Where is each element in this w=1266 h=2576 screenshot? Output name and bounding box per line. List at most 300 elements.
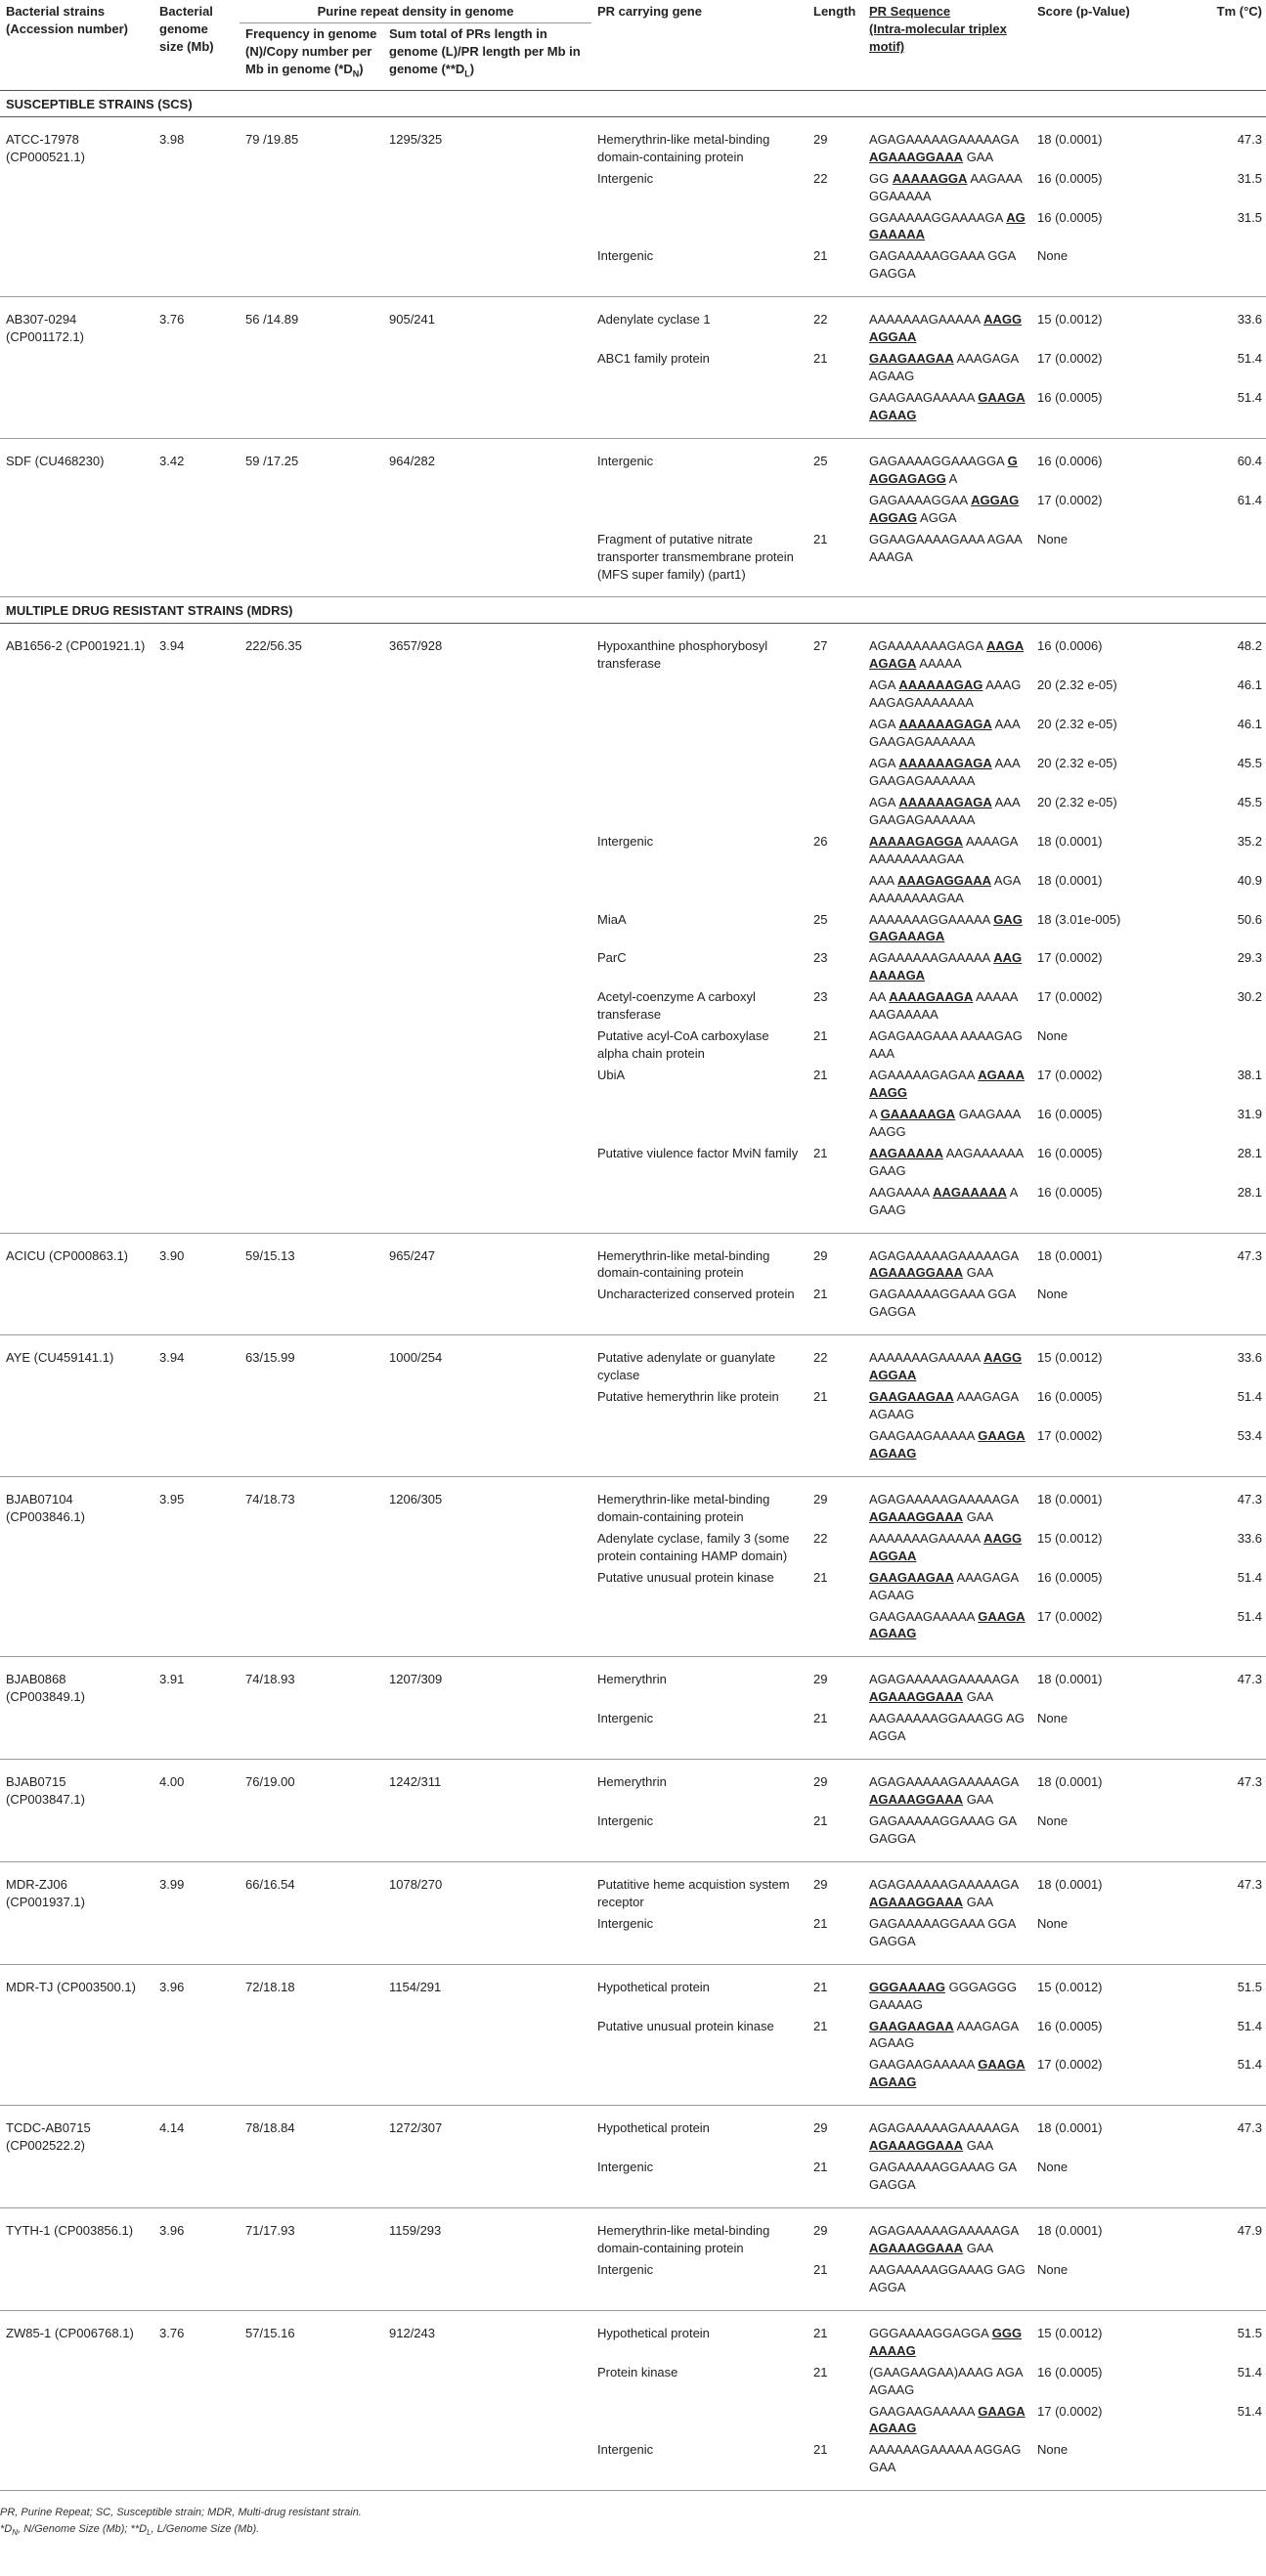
sequence-segment: GAGAAAAAGGAAAG GAGAGGA (869, 2160, 1018, 2193)
sequence-segment: GGAAAAAGGAAAAGA (869, 209, 1007, 225)
sequence-segment: GAAGAAAAAGG (869, 1106, 1022, 1139)
pr-length: 29 (813, 1876, 828, 1892)
pr-sequence (863, 1067, 1031, 1106)
pr-length (808, 794, 863, 833)
pr-sequence (863, 624, 1031, 677)
strain-name: AB307-0294 (CP001172.1) (0, 297, 153, 439)
score-pvalue: 17 (0.0002) (1031, 1427, 1158, 1476)
melting-temp: 50.6 (1237, 911, 1263, 927)
header-tm: Tm (°C) (1158, 0, 1266, 90)
gene-name: UbiA (597, 1068, 626, 1082)
sequence-segment: AAAAAAGAAAAA AGGAGGAA (869, 2442, 1022, 2475)
score-pvalue: 17 (0.0002) (1037, 1068, 1103, 1082)
sequence-segment: GAGAAAAGGAA (869, 492, 972, 507)
pr-length (808, 2403, 863, 2442)
sequence-segment: AGA (869, 717, 899, 732)
sequence-segment: AAAAAAAGAAAAA (869, 312, 984, 327)
pr-length: 29 (813, 2120, 828, 2136)
pr-sequence (863, 1710, 1031, 1759)
pr-sequence (863, 1861, 1031, 1914)
gene-name: Intergenic (597, 833, 654, 849)
pr-sequence (863, 492, 1031, 531)
frequency: 57/15.16 (240, 2310, 383, 2491)
triplex-motif: GAAGAAGAAG (869, 390, 1026, 422)
frequency: 74/18.73 (240, 1476, 383, 1657)
header-sum-total (383, 22, 591, 90)
melting-temp: 33.6 (1237, 312, 1263, 327)
sequence-segment: AAAGAAGAGAAAAAA (869, 717, 1021, 750)
table-row (0, 2106, 1266, 2159)
triplex-motif: AAAAAAGAGA (898, 794, 992, 809)
melting-temp: 29.3 (1237, 950, 1263, 966)
sequence-segment: GAAGAAGAAAAA (869, 1428, 979, 1443)
melting-temp: 28.1 (1158, 1184, 1266, 1233)
pr-sequence (863, 2208, 1031, 2261)
score-pvalue: 16 (0.0005) (1037, 1106, 1103, 1121)
triplex-motif: GAAGAAGAAG (869, 2403, 1026, 2436)
header-sum-total-text: Sum total of PRs length in genome (L)/PR length per Mb in genome (**D (389, 25, 581, 76)
gene-name: Hemerythrin (597, 1672, 667, 1687)
pr-length (808, 1427, 863, 1476)
score-pvalue: 17 (0.0002) (1037, 492, 1103, 507)
score-pvalue: 20 (2.32 e-05) (1037, 794, 1117, 809)
sequence-segment: AAAAAAAGAAAAA (869, 1350, 984, 1366)
header-genome-size: Bacterial genome size (Mb) (153, 0, 240, 90)
gene-name: Hemerythrin (597, 1774, 667, 1790)
melting-temp: 51.4 (1237, 351, 1263, 367)
sequence-segment: AGAGAAAAAGAAAAAGA (869, 1774, 1019, 1790)
sequence-segment: AGAGAAAAAGAAAAAGA (869, 1491, 1019, 1506)
sum-total: 1206/305 (383, 1476, 591, 1657)
pr-sequence (863, 247, 1031, 296)
pr-length (808, 755, 863, 794)
gene-name (591, 1427, 808, 1476)
pr-sequence (863, 872, 1031, 911)
melting-temp: 38.1 (1237, 1068, 1263, 1082)
sequence-segment: AGAGAAGAAA AAAAGAGAAA (869, 1028, 1023, 1062)
melting-temp: 51.4 (1237, 1569, 1263, 1585)
header-frequency-text: Frequency in genome (N)/Copy number per Mb in genome (*D (245, 25, 377, 76)
sum-total: 1272/307 (383, 2106, 591, 2208)
triplex-motif: AAGGAGGAA (869, 312, 1023, 345)
pr-sequence (863, 2441, 1031, 2490)
pr-sequence (863, 1760, 1031, 1812)
pr-sequence (863, 1915, 1031, 1964)
score-pvalue: None (1031, 2159, 1158, 2207)
header-sequence-line1: PR Sequence (869, 4, 951, 19)
footnote-dn: *D (0, 2522, 13, 2535)
frequency: 66/16.54 (240, 1861, 383, 1964)
sequence-segment: AGA (869, 677, 899, 693)
header-density-group: Purine repeat density in genome (240, 0, 591, 22)
table-row (0, 297, 1266, 350)
score-pvalue: 18 (0.0001) (1037, 1491, 1103, 1506)
pr-sequence (863, 1027, 1031, 1067)
sequence-segment: AGAGAAAAAGAAAAAGA (869, 131, 1019, 147)
gene-name: Intergenic (591, 2159, 808, 2207)
gene-name (591, 209, 808, 248)
strain-name: BJAB07104 (CP003846.1) (0, 1476, 153, 1657)
sequence-segment: GAAGAAGAAAAA (869, 390, 979, 405)
pr-sequence (863, 1184, 1031, 1233)
table-row (0, 1335, 1266, 1388)
score-pvalue: 16 (0.0005) (1037, 2364, 1103, 2380)
strain-name: ATCC-17978 (CP000521.1) (0, 116, 153, 297)
score-pvalue: 17 (0.0002) (1031, 2056, 1158, 2105)
melting-temp: 45.5 (1237, 794, 1263, 809)
pr-length: 21 (808, 1812, 863, 1861)
gene-name: Putative unusual protein kinase (597, 1569, 774, 1585)
score-pvalue: 18 (0.0001) (1037, 131, 1103, 147)
sequence-segment: GAA (963, 1792, 994, 1808)
score-pvalue: None (1031, 1710, 1158, 1759)
pr-length: 26 (813, 833, 828, 849)
pr-sequence (863, 1964, 1031, 2017)
melting-temp: 46.1 (1237, 717, 1263, 732)
triplex-motif: AGGAAAAA (869, 209, 1026, 242)
triplex-motif: AGAAAGGAAA (869, 2240, 964, 2255)
pr-length: 22 (813, 1350, 828, 1366)
pr-sequence (863, 2018, 1031, 2057)
pr-length: 29 (813, 1672, 828, 1687)
table-row (0, 1760, 1266, 1812)
strain-name: MDR-TJ (CP003500.1) (0, 1964, 153, 2106)
gene-name: Fragment of putative nitrate transporter transmembrane protein (MFS super family) (part1) (591, 531, 808, 597)
sequence-segment: AAAAA (916, 656, 962, 672)
genome-size: 4.00 (153, 1760, 240, 1862)
score-pvalue: 18 (0.0001) (1037, 1247, 1103, 1263)
triplex-motif: AGAAAGGAAA (869, 1689, 964, 1705)
pr-length: 21 (808, 2159, 863, 2207)
frequency: 74/18.93 (240, 1657, 383, 1760)
sequence-segment: AAAGAGAAGAAG (869, 1569, 1020, 1602)
sequence-segment: AGAGAAAAAGAAAAAGA (869, 1247, 1019, 1263)
sum-total: 1078/270 (383, 1861, 591, 1964)
score-pvalue: 16 (0.0005) (1037, 170, 1103, 186)
header-frequency-end: ) (359, 61, 364, 76)
pr-length (808, 1184, 863, 1233)
melting-temp: 53.4 (1158, 1427, 1266, 1476)
pr-sequence (863, 988, 1031, 1027)
header-sum-total-sub: L (464, 68, 470, 79)
pr-sequence (863, 833, 1031, 872)
genome-size: 3.76 (153, 297, 240, 439)
score-pvalue: 16 (0.0005) (1037, 1569, 1103, 1585)
pr-length (808, 209, 863, 248)
score-pvalue: 18 (0.0001) (1037, 1876, 1103, 1892)
score-pvalue: 15 (0.0012) (1037, 1350, 1103, 1366)
sequence-segment: A (869, 1106, 881, 1121)
pr-sequence (863, 209, 1031, 248)
score-pvalue: 18 (0.0001) (1037, 2223, 1103, 2238)
gene-name: Putatitive heme acquistion system receptor (597, 1876, 790, 1909)
sequence-segment: AAAAAAAGAAAAA (869, 989, 1019, 1023)
sequence-segment: AAAGAGAAGAAG (869, 2018, 1020, 2051)
sequence-segment: GG (869, 170, 893, 186)
score-pvalue: 18 (0.0001) (1037, 1672, 1103, 1687)
triplex-motif: GAAGAAGAAG (869, 1608, 1026, 1641)
sequence-segment: AAAAAAAGAAAAA (869, 1530, 984, 1546)
triplex-motif: GAAGAAGAAG (869, 1428, 1026, 1461)
header-frequency-sub: N (352, 68, 360, 79)
genome-size: 3.98 (153, 116, 240, 297)
pr-sequence (863, 350, 1031, 389)
frequency: 78/18.84 (240, 2106, 383, 2208)
gene-name: Putative acyl-CoA carboxylase alpha chain protein (597, 1028, 769, 1062)
score-pvalue: 18 (3.01e-005) (1037, 911, 1121, 927)
melting-temp: 28.1 (1237, 1145, 1263, 1160)
triplex-motif: AAGAAAAA (933, 1184, 1007, 1200)
triplex-motif: AAAAAAGAGA (898, 756, 992, 770)
score-pvalue: 15 (0.0012) (1037, 312, 1103, 327)
gene-name: Intergenic (591, 247, 808, 296)
pr-sequence (863, 2364, 1031, 2403)
sequence-segment: AA (869, 989, 890, 1005)
sum-total: 965/247 (383, 1233, 591, 1335)
gene-name (591, 492, 808, 531)
sequence-segment: AGGA (917, 509, 957, 525)
score-pvalue: 20 (2.32 e-05) (1037, 717, 1117, 732)
pr-length: 25 (813, 453, 828, 468)
melting-temp: 31.5 (1237, 170, 1263, 186)
table-header (0, 0, 1266, 90)
sequence-segment: GGAAGAAAAGAAA AGAAAAAGA (869, 531, 1023, 564)
melting-temp: 33.6 (1237, 1530, 1263, 1546)
table-body (0, 90, 1266, 2490)
gene-name (591, 1106, 808, 1145)
pr-length: 25 (813, 911, 828, 927)
melting-temp (1158, 2441, 1266, 2490)
melting-temp (1158, 1027, 1266, 1067)
melting-temp: 51.4 (1158, 389, 1266, 438)
pr-length: 21 (813, 2364, 828, 2380)
pr-length: 21 (813, 1979, 828, 1994)
frequency: 71/17.93 (240, 2208, 383, 2311)
pr-sequence (863, 116, 1031, 169)
pr-length: 21 (813, 1028, 828, 1044)
header-sum-total-end: ) (469, 61, 475, 76)
pr-sequence (863, 1476, 1031, 1529)
score-pvalue: 16 (0.0006) (1037, 453, 1103, 468)
footnote-dl-sub: L (147, 2527, 152, 2537)
genome-size: 3.91 (153, 1657, 240, 1760)
triplex-motif: GAGGAGAGG (869, 453, 1018, 486)
pr-length (808, 1608, 863, 1657)
gene-name: Hypothetical protein (597, 2120, 710, 2136)
strain-name: ACICU (CP000863.1) (0, 1233, 153, 1335)
sequence-segment: AAGAAAA (869, 1184, 934, 1200)
sequence-segment: (GAAGAAGAA)AAAG AGAAGAAG (869, 2364, 1024, 2397)
sequence-segment: A (945, 470, 958, 486)
melting-temp (1158, 1915, 1266, 1964)
score-pvalue: None (1031, 2261, 1158, 2310)
triplex-motif: GAAGAAGAA (869, 351, 954, 367)
pr-length: 21 (813, 2325, 828, 2340)
melting-temp: 31.5 (1237, 209, 1263, 225)
gene-name (591, 872, 808, 911)
gene-name: Intergenic (591, 2261, 808, 2310)
sequence-segment: GAA (963, 1894, 994, 1909)
genome-size: 3.42 (153, 438, 240, 597)
sequence-segment: GAAGAAGAAAAA (869, 2057, 979, 2073)
table-row (0, 1964, 1266, 2017)
footnote-line2 (0, 2521, 1266, 2539)
gene-name: Putative viulence factor MviN family (597, 1145, 799, 1160)
triplex-motif: GAAGAAGAAG (869, 2057, 1026, 2090)
footnote-dl: , N/Genome Size (Mb); **D (18, 2522, 148, 2535)
pr-length: 27 (813, 638, 828, 654)
triplex-motif: AGAAAAAGG (869, 1068, 1025, 1100)
pr-length: 21 (813, 2018, 828, 2033)
sequence-segment: GAGAAAAGGAAAGGA (869, 453, 1008, 468)
melting-temp: 40.9 (1237, 872, 1263, 888)
sequence-segment: AGAAAAAGAGAA (869, 1068, 979, 1082)
melting-temp: 47.3 (1237, 1491, 1263, 1506)
pr-sequence (863, 2056, 1031, 2105)
sequence-segment: AGAGAAAAAGAAAAAGA (869, 2223, 1019, 2238)
sequence-segment: AAGAAAAAGGAAAG GAGAGGA (869, 2261, 1026, 2294)
pr-length: 21 (813, 1569, 828, 1585)
sequence-segment: AGAGAAAAAGAAAAAGA (869, 2120, 1019, 2136)
gene-name: Putative unusual protein kinase (597, 2018, 774, 2033)
melting-temp (1158, 247, 1266, 296)
melting-temp (1158, 1286, 1266, 1334)
score-pvalue: None (1031, 2441, 1158, 2490)
pr-sequence (863, 389, 1031, 438)
melting-temp: 33.6 (1237, 1350, 1263, 1366)
score-pvalue: None (1031, 247, 1158, 296)
sequence-segment: AGA (869, 794, 899, 809)
header-strain: Bacterial strains (Accession number) (0, 0, 153, 90)
gene-name: Adenylate cyclase 1 (597, 312, 711, 327)
score-pvalue: 17 (0.0002) (1037, 950, 1103, 966)
gene-name: Intergenic (597, 453, 654, 468)
strain-name: BJAB0868 (CP003849.1) (0, 1657, 153, 1760)
gene-name: Hemerythrin-like metal-binding domain-containing protein (597, 1247, 770, 1281)
gene-name (591, 755, 808, 794)
triplex-motif: GGGAAAAG (869, 2325, 1023, 2358)
pr-sequence (863, 1106, 1031, 1145)
gene-name (591, 794, 808, 833)
footnote-line1: PR, Purine Repeat; SC, Susceptible strain; MDR, Multi-drug resistant strain. (0, 2507, 362, 2519)
sequence-segment: GAAGAAGAAAAA (869, 2403, 979, 2419)
score-pvalue: 16 (0.0005) (1037, 1145, 1103, 1160)
triplex-motif: AGAAAGGAAA (869, 1508, 964, 1524)
header-sequence (863, 0, 1031, 90)
sequence-segment: AAAAGAAAAAAAAAGAA (869, 833, 1019, 866)
score-pvalue: 17 (0.0002) (1037, 2403, 1103, 2419)
sequence-segment: AAAGAAGAGAAAAAA (869, 756, 1021, 788)
strain-name: ZW85-1 (CP006768.1) (0, 2310, 153, 2491)
genome-size: 3.94 (153, 624, 240, 1233)
table-row (0, 2310, 1266, 2363)
sum-total: 912/243 (383, 2310, 591, 2491)
melting-temp (1158, 531, 1266, 597)
score-pvalue: 18 (0.0001) (1037, 872, 1103, 888)
melting-temp (1158, 2159, 1266, 2207)
triplex-motif: AGGAGAGGAG (869, 492, 1020, 525)
pr-sequence (863, 297, 1031, 350)
score-pvalue: 15 (0.0012) (1037, 1979, 1103, 1994)
melting-temp: 61.4 (1237, 492, 1263, 507)
score-pvalue: 20 (2.32 e-05) (1037, 677, 1117, 693)
section-row (0, 597, 1266, 624)
melting-temp: 45.5 (1237, 756, 1263, 770)
melting-temp: 48.2 (1237, 638, 1263, 654)
gene-name: Acetyl-coenzyme A carboxyl transferase (597, 989, 756, 1023)
table-row (0, 116, 1266, 169)
frequency: 76/19.00 (240, 1760, 383, 1862)
pr-sequence (863, 1335, 1031, 1388)
pr-sequence (863, 911, 1031, 950)
pr-length: 21 (808, 2441, 863, 2490)
score-pvalue: None (1031, 531, 1158, 597)
score-pvalue: 18 (0.0001) (1037, 833, 1103, 849)
gene-name (591, 2403, 808, 2442)
pr-sequence (863, 2403, 1031, 2442)
gene-name: Adenylate cyclase, family 3 (some protein containing HAMP domain) (597, 1530, 790, 1563)
sum-total: 1295/325 (383, 116, 591, 297)
melting-temp: 47.3 (1237, 1672, 1263, 1687)
sequence-segment: GGGAGGGGAAAAG (869, 1979, 1017, 2012)
pr-length: 21 (813, 351, 828, 367)
sequence-segment: AAA (869, 872, 897, 888)
sequence-segment: AAGAAAAAGGAAAGG AGAGGA (869, 1711, 1025, 1744)
sequence-segment: AGAGAAAAAGAAAAAGA (869, 1876, 1019, 1892)
pr-length: 21 (813, 1145, 828, 1160)
pr-length (808, 1106, 863, 1145)
melting-temp: 51.4 (1237, 2018, 1263, 2033)
pr-sequence (863, 1286, 1031, 1334)
pr-sequence (863, 1657, 1031, 1710)
triplex-motif: AAAAGAAGA (889, 989, 974, 1005)
strain-name: MDR-ZJ06 (CP001937.1) (0, 1861, 153, 1964)
sequence-segment: AAAGAGAAGAAG (869, 1389, 1020, 1422)
sequence-segment: AGAAG (869, 1184, 1019, 1217)
gene-name: ParC (597, 950, 627, 966)
melting-temp: 51.4 (1158, 1608, 1266, 1657)
triplex-motif: AAAAAGAGGA (869, 833, 964, 849)
sum-total: 1242/311 (383, 1760, 591, 1862)
sequence-segment: GAA (963, 149, 994, 164)
pr-sequence (863, 2310, 1031, 2363)
melting-temp: 47.3 (1237, 131, 1263, 147)
melting-temp: 51.4 (1237, 1389, 1263, 1405)
pr-sequence (863, 2159, 1031, 2207)
pr-length (808, 2056, 863, 2105)
pr-sequence (863, 1812, 1031, 1861)
header-score: Score (p-Value) (1031, 0, 1158, 90)
header-gene: PR carrying gene (591, 0, 808, 90)
sum-total: 905/241 (383, 297, 591, 439)
pr-length: 23 (813, 950, 828, 966)
pr-length: 21 (808, 1710, 863, 1759)
table-row (0, 438, 1266, 491)
pr-length (808, 389, 863, 438)
genome-size: 3.76 (153, 2310, 240, 2491)
table-row (0, 1861, 1266, 1914)
table-row (0, 1657, 1266, 1710)
triplex-motif: AAGAAAAA (869, 1145, 943, 1160)
pr-length: 21 (808, 1286, 863, 1334)
gene-name: Intergenic (597, 170, 654, 186)
gene-name (591, 2056, 808, 2105)
gene-name: Hemerythrin-like metal-binding domain-containing protein (597, 131, 770, 164)
sequence-segment: GGGAAAAGGAGGA (869, 2325, 992, 2340)
pr-sequence (863, 755, 1031, 794)
pr-length: 21 (808, 531, 863, 597)
sequence-segment: AGAGAAAAAGAAAAAGA (869, 1672, 1019, 1687)
